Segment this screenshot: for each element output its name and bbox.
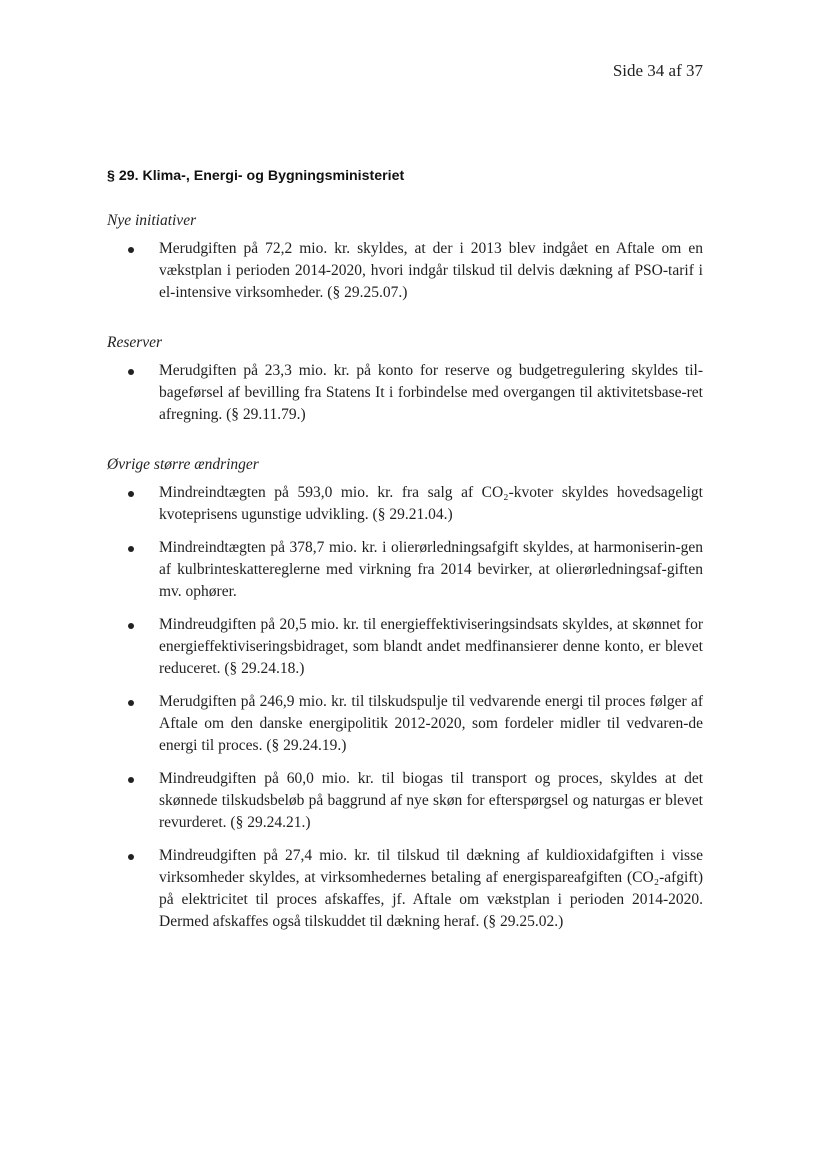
bullet-icon xyxy=(128,491,134,497)
section-heading: § 29. Klima-, Energi- og Bygningsministeriet xyxy=(107,168,405,184)
section-nye-initiativer xyxy=(107,210,703,304)
page-number: Side 34 af 37 xyxy=(612,61,703,80)
bullet-text: Mindreudgiften på 60,0 mio. kr. til biogas til transport og proces, skyldes at det skønnede tilskudsbeløb på baggrund af nye skøn for efterspørgsel og naturgas er blevet revurderet. (§ 29.24.21.) xyxy=(159,770,703,831)
bullet-item xyxy=(107,614,703,680)
bullet-item xyxy=(107,360,703,426)
bullet-list xyxy=(107,482,703,933)
bullet-icon xyxy=(128,546,134,552)
bullet-icon xyxy=(128,854,134,860)
bullet-item xyxy=(107,768,703,834)
bullet-icon xyxy=(128,700,134,706)
bullet-list xyxy=(107,238,703,304)
bullet-text: Merudgiften på 72,2 mio. kr. skyldes, at der i 2013 blev indgået en Aftale om en vækstplan i perioden 2014-2020, hvori indgår tilskud til delvis dækning af PSO-tarif i el-intensive virksomheder. (§ 29.25.07.) xyxy=(159,240,703,301)
section-reserver xyxy=(107,332,703,426)
bullet-list xyxy=(107,360,703,426)
bullet-text: Merudgiften på 246,9 mio. kr. til tilskudspulje til vedvarende energi til proces følger af Aftale om den danske energipolitik 2012-2020, som fordeler midler til vedvaren-de energi til proces. (§ 29.24.19.) xyxy=(159,693,703,754)
section-title: Øvrige større ændringer xyxy=(107,456,259,473)
bullet-icon xyxy=(128,777,134,783)
bullet-item xyxy=(107,691,703,757)
bullet-item xyxy=(107,845,703,933)
section-oevrige-stoerre-aendringer xyxy=(107,454,703,933)
section-title: Reserver xyxy=(107,334,163,351)
bullet-icon xyxy=(128,369,134,375)
bullet-text: Mindreindtægten på 593,0 mio. kr. fra salg af CO₂-kvoter skyldes hovedsageligt kvoteprisens ugunstige udvikling. (§ 29.21.04.) xyxy=(159,484,703,523)
section-title: Nye initiativer xyxy=(107,212,197,229)
bullet-text: Mindreudgiften på 20,5 mio. kr. til energieffektiviseringsindsats skyldes, at skønnet for energieffektiviseringsbidraget, som blandt andet medfinansierer denne konto, er blevet reduceret. (§ 29.24.18.) xyxy=(159,616,703,677)
bullet-text: Mindreindtægten på 378,7 mio. kr. i olierørledningsafgift skyldes, at harmoniserin-gen af kulbrinteskattereglerne med virkning fra 2014 bevirker, at olierørledningsaf-giften mv. ophører. xyxy=(159,539,703,600)
bullet-item xyxy=(107,537,703,603)
bullet-item xyxy=(107,238,703,304)
bullet-icon xyxy=(128,247,134,253)
bullet-text: Mindreudgiften på 27,4 mio. kr. til tilskud til dækning af kuldioxidafgiften i visse virksomheder skyldes, at virksomhedernes betaling af energispareafgiften (CO₂-afgift) på elektricitet til proces afskaffes, jf. Aftale om vækstplan i perioden 2014-2020. Dermed afskaffes også tilskuddet til dækning heraf. (§ 29.25.02.) xyxy=(159,847,703,930)
bullet-icon xyxy=(128,623,134,629)
bullet-text: Merudgiften på 23,3 mio. kr. på konto for reserve og budgetregulering skyldes til-bageførsel af bevilling fra Statens It i forbindelse med overgangen til aktivitetsbase-ret afregning. (§ 29.11.79.) xyxy=(159,362,703,423)
bullet-item xyxy=(107,482,703,526)
